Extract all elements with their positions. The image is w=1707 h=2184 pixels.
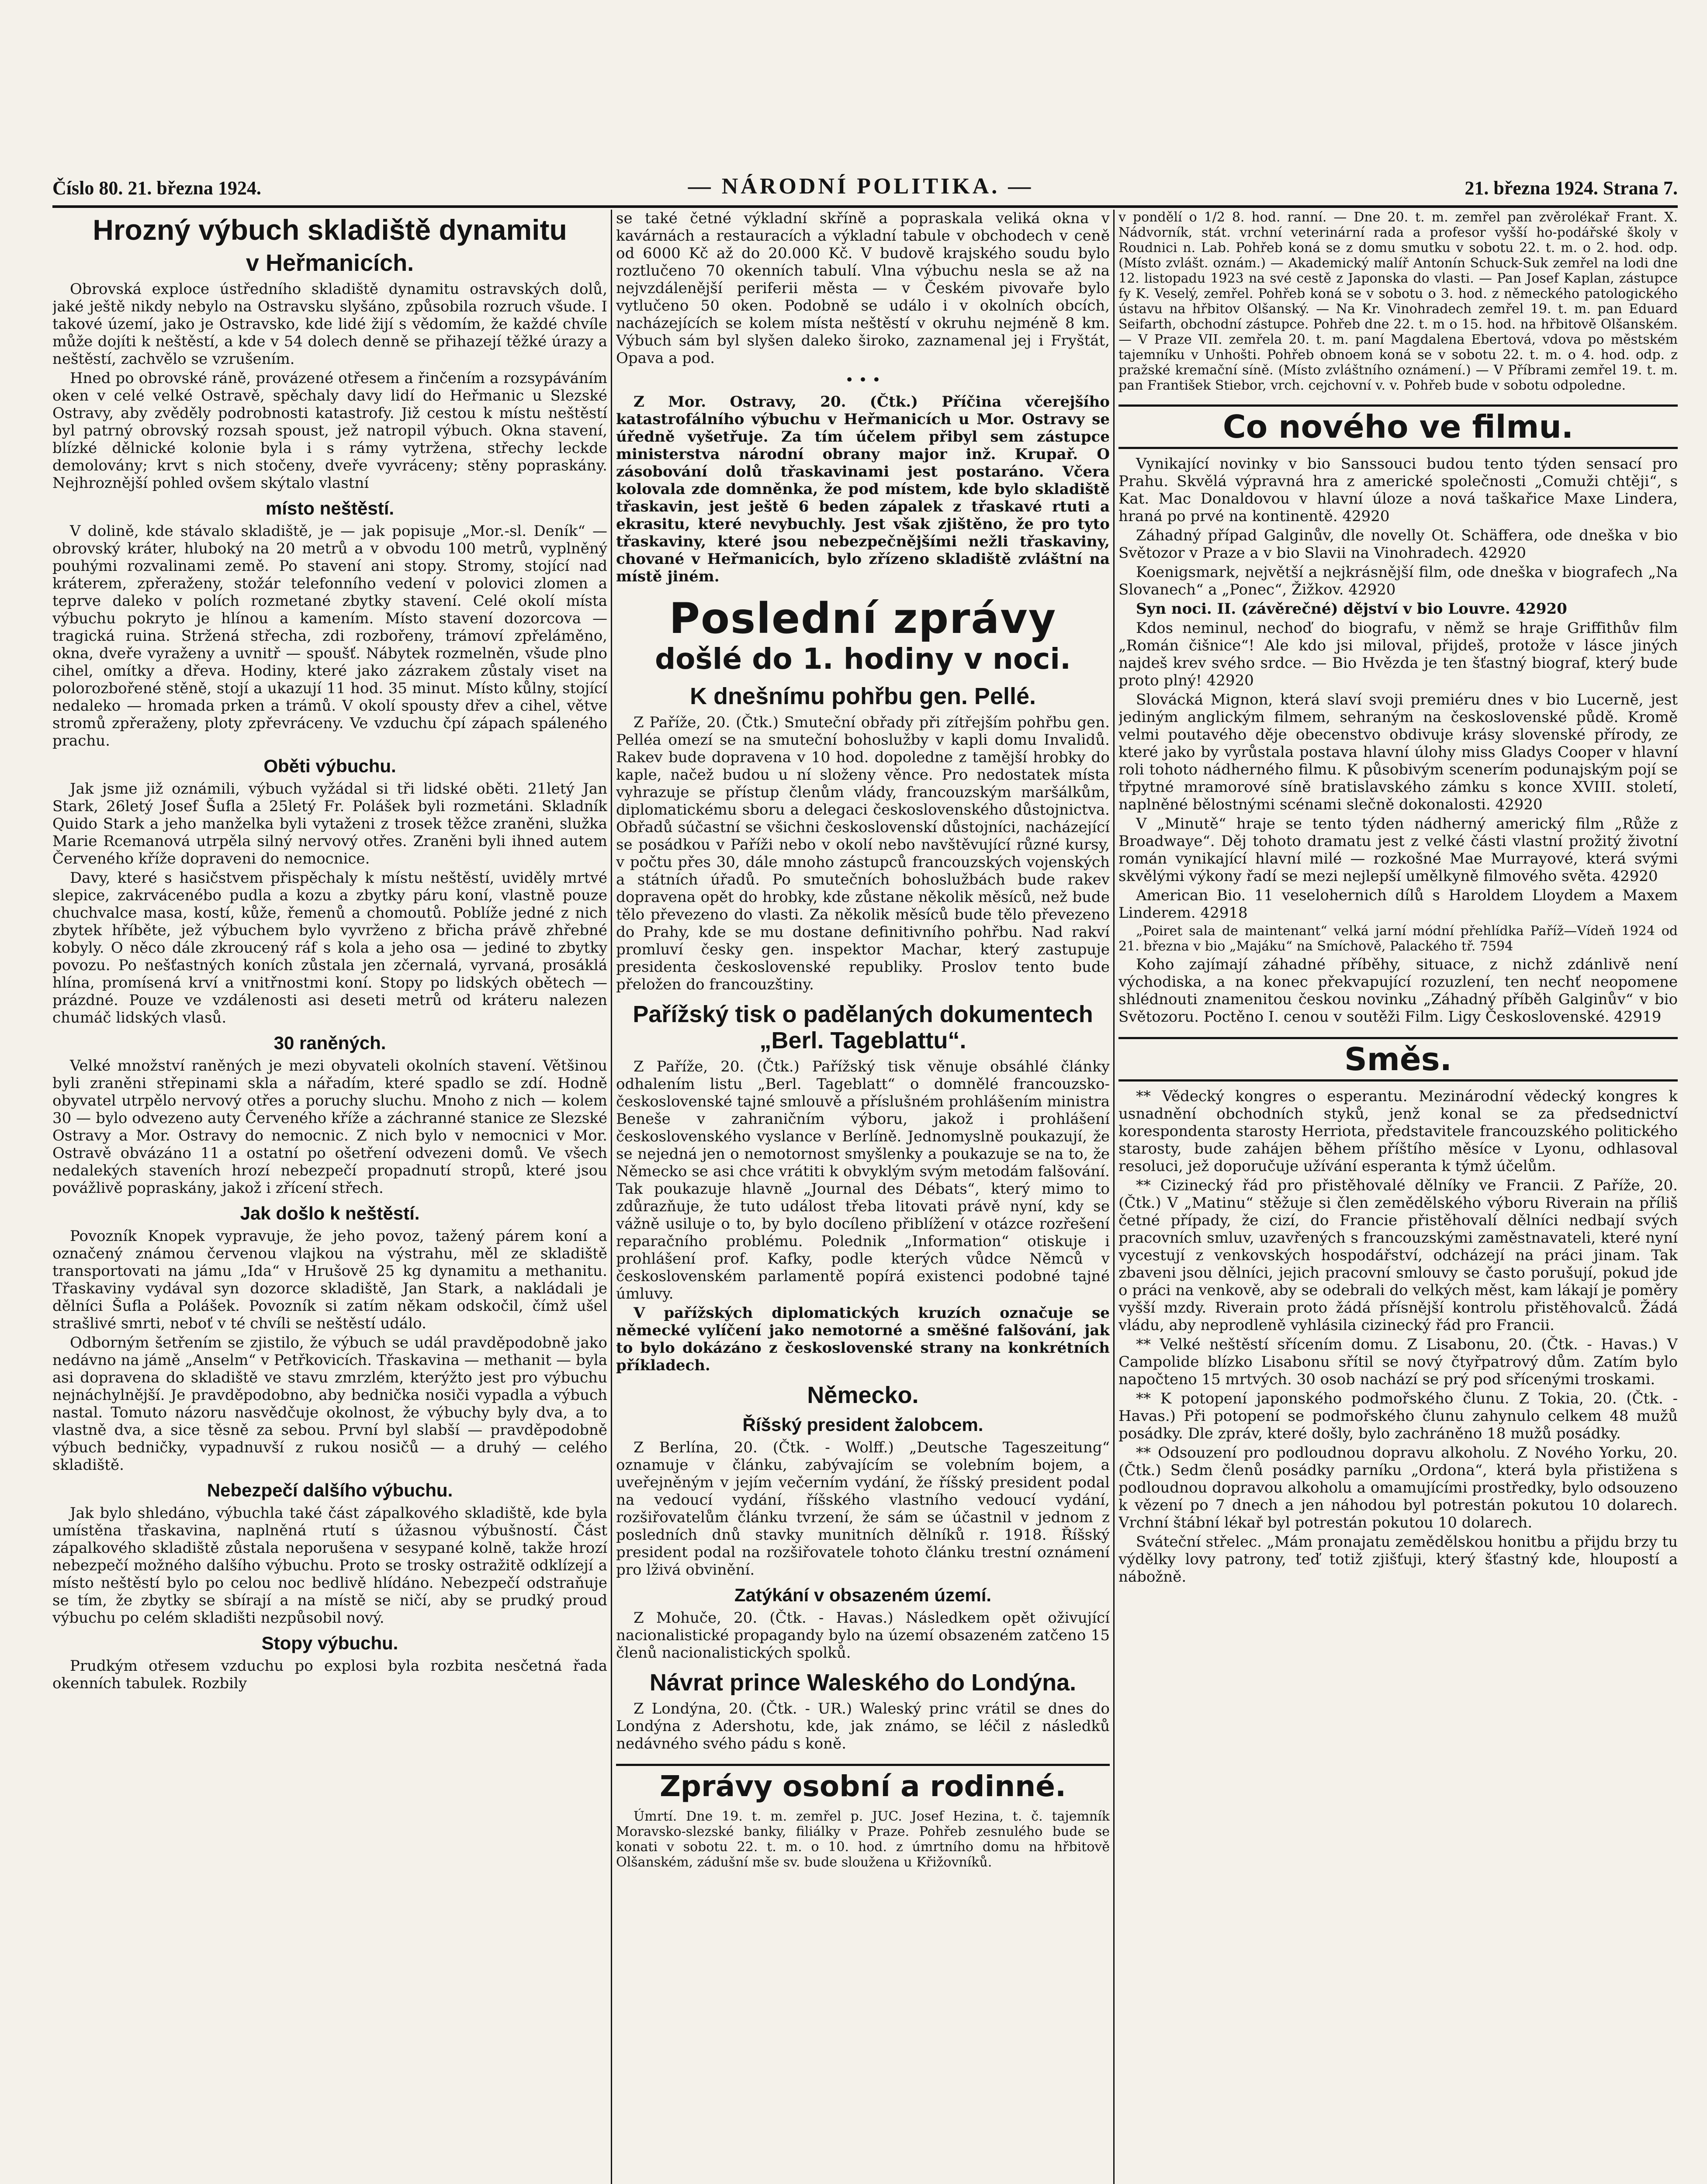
section-box-title: Zprávy osobní a rodinné. bbox=[616, 1764, 1110, 1803]
paragraph: V „Minutě“ hraje se tento týden nádherný americký film „Růže z Broadwaye“. Děj tohoto dramatu jest z velké části vlastní prožitý životní román vynikající hlavní milé — rozkošné Mae Murrayové, která svými skvělými výkony řadí se mezi nejlepší umělkyně filmového světa. 42920 bbox=[1118, 815, 1678, 885]
paragraph: Odborným šetřením se zjistilo, že výbuch se udál pravděpodobně jako nedávno na jámě „Anselm“ v Petřkovicích. Třaskavina — methanit — byla asi dopravena do skladiště ve stavu zmrzlém, kterýžto jest pro výbuchu nejnáchylnější. Je pravděpodobno, aby bednička nosiči vypadla a výbuch nastal. Tomuto názoru nasvědčuje okolnost, že výbuchy byly dva, a to vlastně dva, a sice těsně za sebou. První byl slabší — pravděpodobně výbuch bedničky, vypadnuvší z rukou nosičů — a druhý — celého skladiště. bbox=[52, 1334, 607, 1474]
paragraph: Jak bylo shledáno, výbuchla také část zápalkového skladiště, kde byla umístěna třaskavina, naplněná rtutí s úžasnou výbušností. Část zápalkového skladiště zůstala neporušena v sesypané kolně, takže hrozí nebezpečí možného dalšího výbuchu. Proto se trosky ostražitě odklízejí a místo neštěstí bylo po celou noc bedlivě hlídáno. Nebezpečí odstraňuje se tím, že zbytky se sbírají a na místě se ničí, aby se prudký proud výbuchu po celém skladišti nezpůsobil nový. bbox=[52, 1504, 607, 1627]
section-heading: 30 raněných. bbox=[274, 1033, 386, 1053]
article-headline: Pařížský tisk o padělaných dokumentech „Berl. Tageblattu“. bbox=[633, 1001, 1093, 1054]
column-2 bbox=[616, 210, 1110, 2184]
section-heading: Nebezpečí dalšího výbuchu. bbox=[207, 1480, 453, 1500]
paragraph: Úmrtí. Dne 19. t. m. zemřel p. JUC. Josef Hezina, t. č. tajemník Moravsko-slezské banky, filiálky v Praze. Pohřeb zesnulého bude se konati v sobotu 22. t. m. o 10. hod. z úmrtního domu na hřbitově Olšanském, zádušní mše sv. bude sloužena u Křižovníků. bbox=[616, 1809, 1110, 1870]
paragraph: „Poiret sala de maintenant“ velká jarní módní přehlídka Paříž—Vídeň 1924 od 21. března v bio „Majáku“ na Smíchově, Palackého tř. 7594 bbox=[1118, 923, 1678, 954]
column-3 bbox=[1118, 210, 1678, 2184]
article-subheadline: v Heřmanicích. bbox=[246, 250, 414, 276]
issue-number-date: Číslo 80. 21. března 1924. bbox=[52, 177, 261, 199]
column-divider bbox=[611, 210, 612, 2184]
article-subheadline: Zatýkání v obsazeném území. bbox=[734, 1585, 992, 1605]
paragraph: Prudkým otřesem vzduchu po explosi byla rozbita nesčetná řada okenních tabulek. Rozbily bbox=[52, 1657, 607, 1692]
newspaper-title: — NÁRODNÍ POLITIKA. — bbox=[688, 174, 1034, 199]
column-divider bbox=[1113, 210, 1115, 2184]
section-banner-subtitle: došlé do 1. hodiny v noci. bbox=[654, 642, 1071, 676]
section-box-title: Směs. bbox=[1118, 1037, 1678, 1082]
paragraph: V pařížských diplomatických kruzích označuje se německé vylíčení jako nemotorné a směšné falšování, jak to bylo dokázáno z československé strany na konkrétních příkladech. bbox=[616, 1304, 1110, 1374]
paragraph: Sváteční střelec. „Mám pronajatu zemědělskou honitbu a přijdu brzy tu výdělky lovy patrony, teď totiž zjišťuji, který šťastný kde, hloupostí a nábožně. bbox=[1118, 1533, 1678, 1586]
article-headline: Německo. bbox=[807, 1382, 919, 1408]
paragraph: Koho zajímají záhadné příběhy, situace, z nichž zdánlivě není východiska, a na konec překvapující rozuzlení, ten nechť neopomene shlédnouti znamenitou českou novinku „Záhadný příběh Galginův“ v bio Světozoru. Poctěno I. cenou v soutěži Film. Ligy Československé. 42919 bbox=[1118, 956, 1678, 1026]
paragraph: Davy, které s hasičstvem přispěchaly k místu neštěstí, uviděly mrtvé slepice, zakrvácenébo pudla a kozu a zbytky páru koní, vlastně pouze chuchvalce masa, kostí, kůže, řemenů a chomoutů. Poblíže jedné z nich zbytek hříběte, jež výbuchem bylo vyvrženo z břicha právě zhřebné kobyly. O něco dále zkroucený ráf s kola a jeho osa — jediné to zbytky povozu. Po nešťastných koních zůstala jen zčernalá, vyrvaná, prosáklá hlína, promísená krví a vnitřnostmi koní. Stopy po lidských obětech — prázdné. Pouze ve vzdálenosti asi deseti metrů od kráteru nalezen chumáč lidských vlasů. bbox=[52, 869, 607, 1026]
article-headline: Návrat prince Waleského do Londýna. bbox=[649, 1669, 1077, 1696]
paragraph: Z Mor. Ostravy, 20. (Čtk.) Příčina včerejšího katastrofálního výbuchu v Heřmanicích u Mor. Ostravy se úředně vyšetřuje. Za tím účelem přibyl sem zástupce ministerstva národní obrany major inž. Krupař. O zásobování dolů třaskavinami jest postaráno. Včera kolovala zde domněnka, že pod místem, kde bylo skladiště třaskavin, jest ještě 6 beden zápalek z třaskavé rtuti a ekrasitu, které nevybuchly. Jest však zjištěno, že pro tyto třaskaviny, které jsou nebezpečnějšími nežli třaskaviny, chované v Heřmanicích, bylo zřízeno skladiště zvláštní na místě jiném. bbox=[616, 393, 1110, 585]
section-banner-title: Poslední zprávy bbox=[669, 594, 1057, 643]
date-page-number: 21. března 1924. Strana 7. bbox=[1465, 177, 1678, 199]
paragraph: Z Londýna, 20. (Čtk. - UR.) Waleský princ vrátil se dnes do Londýna z Adershotu, kde, jak známo, se léčil z následků nedávného svého pádu s koně. bbox=[616, 1700, 1110, 1752]
paragraph: Kdos neminul, nechoď do biografu, v němž se hraje Griffithův film „Román čišnice“! Ale kdo jsi miloval, přijdeš, protože v lásce jiných najdeš krev svého srdce. — Bio Hvězda je ten šťastný biograf, který bude proto plný! 42920 bbox=[1118, 619, 1678, 689]
paragraph: Obrovská exploce ústředního skladiště dynamitu ostravských dolů, jaké ještě nikdy nebylo na Ostravsku slyšáno, způsobila rozruch všude. I takové území, jako je Ostravsko, kde lidé žijí s vědomím, že každé chvíle může dojíti k neštěstí, a kde v 54 dolech denně se přihazejí těžké úrazy a neštěstí, zachvělo se vzrušením. bbox=[52, 280, 607, 368]
column-1 bbox=[52, 210, 607, 2184]
paragraph: ** Cizinecký řád pro přistěhovalé dělníky ve Francii. Z Paříže, 20. (Čtk.) V „Matinu“ stěžuje si člen zemědělského výboru Riverain na příliš četné případy, že cizí, do Francie přistěhovalí dělníci nedbají svých pracovních smluv, uzavřených s francouzskými zaměstnavateli, které nyní vycestují z venkovských hospodářství, odcházejí na práci jinam. Tak zbaveni jsou dělníci, jejich pracovní smlouvy se často porušují, pokud jde o práci na venkově, aby se odebrali do velkých měst, kam lákají je poměry vyšší mzdy. Riverain proto žádá přísnější kontrolu přistěhovalců. Žádá vládu, aby neprodleně vyhlásila cizinecký řád pro Francii. bbox=[1118, 1177, 1678, 1334]
paragraph: V dolině, kde stávalo skladiště, je — jak popisuje „Mor.-sl. Deník“ — obrovský kráter, hluboký na 20 metrů a v obvodu 100 metrů, vyplněný pouhými rozvalinami země. Po stavení ani stopy. Stromy, stojící nad kráterem, zpřeraženy, stožár telefonního vedení v polovici zlomen a teprve daleko v polích rozmetané zbytky stavení. Celé okolí místa výbuchu pokryto je hlínou a kamením. Místo stavení dozorcova — tragická ruina. Stržená střecha, zdi rozbořeny, trámoví zpřeláměno, okna, dveře vyraženy a uvnitř — spoušť. Nábytek rozmelněn, všude plno cihel, omítky a dřeva. Hodiny, které jako zázrakem zůstaly viset na polorozbořené stěně, stojí a ukazují 11 hod. 35 minut. Místo kůlny, stojící nedaleko — hromada prken a trámů. V okolí spousty dřev a cihel, větve stromů zpřeraženy, ploty zpřevráceny. Ve vzduchu čpí zápach spáleného prachu. bbox=[52, 522, 607, 750]
section-heading: Oběti výbuchu. bbox=[263, 756, 396, 776]
paragraph: ** Velké neštěstí sřícením domu. Z Lisabonu, 20. (Čtk. - Havas.) V Campolide blízko Lisabonu sřítil se nový čtyřpatrový dům. Zatím bylo napočteno 15 mrtvých. 30 osob nachází se prý pod sřícenými troskami. bbox=[1118, 1336, 1678, 1388]
section-heading: místo neštěstí. bbox=[265, 498, 395, 518]
paragraph: Vynikající novinky v bio Sanssouci budou tento týden sensací pro Prahu. Skvělá výpravná hra z americké společnosti „Comuži chtěji“, s Kat. Mac Donaldovou v hlavní úloze a nová taškařice Maxe Lindera, hraná po prvé na kontinentě. 42920 bbox=[1118, 455, 1678, 525]
article-headline: Hrozný výbuch skladiště dynamitu bbox=[93, 214, 567, 246]
section-box-title: Co nového ve filmu. bbox=[1118, 404, 1678, 449]
masthead bbox=[52, 157, 1678, 208]
paragraph: American Bio. 11 veselohernich dílů s Haroldem Lloydem a Maxem Linderem. 42918 bbox=[1118, 887, 1678, 922]
paragraph: ** Odsouzení pro podloudnou dopravu alkoholu. Z Nového Yorku, 20. (Čtk.) Sedm členů posádky parníku „Ordona“, která byla přistižena s podloudnou dopravou alkoholu a omamujícími prostředky, bylo odsouzeno k vězení po 7 dnech a jen náhodou byl potrestán pokutou 10 dolarech. Vrchní štábní lékař byl potrestán pokutou 10 dolarech. bbox=[1118, 1444, 1678, 1531]
paragraph: v pondělí o 1/2 8. hod. ranní. — Dne 20. t. m. zemřel pan zvěrolékař Frant. X. Nádvorník, stát. vrchní veterinární rada a profesor vyšší ho-podářské školy v Roudnici n. Lab. Pohřeb koná se z domu smutku v sobotu 22. t. m. o 2. hod. odp. (Místo zvlášt. oznám.) — Akademický malíř Antonín Schuck-Suk zemřel na lodi dne 12. listopadu 1923 na své cestě z Japonska do vlasti. — Pan Josef Kaplan, zástupce fy K. Veselý, zemřel. Pohřeb koná se v sobotu o 3. hod. z německého patologického ústavu na hřbitov Olšanský. — Na Kr. Vinohradech zemřel 19. t. m. pan Eduard Seifarth, obchodní zástupce. Pohřeb dne 22. t. m o 15. hod. na hřbitově Olšanském. — V Praze VII. zemřela 20. t. m. paní Magdalena Ebertová, vdova po městském tajemníku v Unhošti. Pohřeb obnoem koná se v sobotu 22. t. m. o 4. hod. odp. z pražské kremační síně. (Místo zvláštního oznámení.) — V Příbrami zemřel 19. t. m. pan František Stiebor, vrch. cejchovní v. v. Pohřeb bude v sobotu odpoledne. bbox=[1118, 210, 1678, 393]
paragraph: ** Vědecký kongres o esperantu. Mezinárodní vědecký kongres k usnadnění obchodních styků, jenž konal se za předsednictví korespondenta starosty Herriota, představitele francouzského politického starosty, bude zahájen během příštího měsíce v Lyonu, odhlasoval resoluci, jež doporučuje užívání esperanta k týmž účelům. bbox=[1118, 1088, 1678, 1175]
separator: • • • bbox=[845, 371, 881, 389]
paragraph: Z Paříže, 20. (Čtk.) Smuteční obřady při zítřejším pohřbu gen. Pelléa omezí se na smuteční bohoslužby v kapli domu Invalidů. Rakev bude dopravena v 10 hod. dopoledne z tamější hrobky do kaple, načež budou u ní složeny věnce. Pro nedostatek místa vyhrazuje se přístup členům vlády, francouzským maršálkům, diplomatickému sboru a delegaci československého důstojnictva. Obřadů súčastní se všichni československí důstojníci, nacházející se posádkou v Paříži nebo v okolí nebo navštěvující různé kursy, v počtu přes 30, dále mnoho zástupců francouzských vojenských a státních úřadů. Po smutečních bohoslužbách bude rakev dopravena opět do hrobky, kde zůstane několik měsíců, než bude tělo převezeno do vlasti. Za několik měsíců bude tělo převezeno do Prahy, kde se mu dostane definitivního pohřbu. Nad rakví promluví česky gen. inspektor Machar, který zastupuje presidenta československé republiky. Proslov tento bude přeložen do francouzštiny. bbox=[616, 714, 1110, 993]
paragraph: Slovácká Mignon, která slaví svoji premiéru dnes v bio Lucerně, jest jediným anglickým filmem, sehraným na československé půdě. Kromě velmi poutavého děje obecenstvo obdivuje krásy slovenské přírody, ze které jako by vyrůstala postava hlavní úlohy miss Gladys Cooper v hlavní roli tohoto nádherného filmu. K působivým scenerím podunajským pojí se třpytné mramorové síně bratislavského zámku s konce XVIII. století, naplněné bělostnými scénami slečně dokonalosti. 42920 bbox=[1118, 691, 1678, 813]
paragraph: Z Berlína, 20. (Čtk. - Wolff.) „Deutsche Tageszeitung“ oznamuje v článku, zabývajícím se volebním bojem, a uveřejněným v jejím večerním vydání, že říšský president podal na vedoucí vydání, říšského vlastního vedoucí vydání, rozšiřovatelům článku tvrzení, že sám se účastnil v jednom z posledních dnů stavky munitních dělníků r. 1918. Říšský president podal na rozšiřovatele tohoto článku trestní oznámení pro lživá obvinění. bbox=[616, 1439, 1110, 1579]
section-heading: Stopy výbuchu. bbox=[261, 1633, 398, 1653]
paragraph: Koenigsmark, největší a nejkrásnější film, ode dneška v biografech „Na Slovanech“ a „Ponec“, Žižkov. 42920 bbox=[1118, 563, 1678, 598]
paragraph: Jak jsme již oznámili, výbuch vyžádal si tři lidské oběti. 21letý Jan Stark, 26letý Josef Šufla a 25letý Fr. Polášek byli rozmetáni. Skladník Quido Stark a jeho manželka byli vytaženi z trosek těžce zraněni, služka Marie Rcemanová utrpěla silný nervový otřes. Zraněni byli ihned autem Červeného kříže dopraveni do nemocnice. bbox=[52, 780, 607, 867]
paragraph: ** K potopení japonského podmořského člunu. Z Tokia, 20. (Čtk. - Havas.) Při potopení se podmořského člunu zahynulo celkem 48 mužů posádky. Dle zpráv, které došly, bylo zachráněno 18 mužů posádky. bbox=[1118, 1390, 1678, 1442]
article-headline: K dnešnímu pohřbu gen. Pellé. bbox=[689, 683, 1036, 709]
section-heading: Jak došlo k neštěstí. bbox=[240, 1203, 420, 1223]
paragraph: Z Paříže, 20. (Čtk.) Pařížský tisk věnuje obsáhlé články odhalením listu „Berl. Tageblatt“ o domnělé francouzsko-československé tajné smlouvě a příslušném prohlášením ministra Beneše v zahraničním výboru, jakož i prohlášení československého vyslance v Berlíně. Jednomyslně poukazují, že se nejedná jen o nemotornost smyšlenky a poukazuje se na to, že Německo se asi chce vrátiti k obvyklým svým metodám falšování. Tak poukazuje hlavně „Journal des Débats“, který mimo to zdůrazňuje, že tuto událost třeba litovati právě nyní, kdy se vážně usiluje o to, by bylo docíleno přiblížení v otázce rozřešení reparačního problému. Polednik „Information“ otiskuje i prohlášení prof. Kafky, podle kterých vůdce Němců v československém parlamentě popírá existenci podobné tajné úmluvy. bbox=[616, 1058, 1110, 1303]
paragraph: Syn noci. II. (závěrečné) dějství v bio Louvre. 42920 bbox=[1136, 600, 1567, 618]
paragraph: Velké množství raněných je mezi obyvateli okolních stavení. Většinou byli zraněni střepinami skla a nářadím, které spadlo se zdí. Hodně obyvatel utrpělo nervový otřes a poruchy sluchu. Mnoho z nich — kolem 30 — bylo odvezeno auty Červeného kříže a záchranné stanice ze Slezské Ostravy a Mor. Ostravy do nemocnic. Z nich bylo v nemocnici v Mor. Ostravě obvázáno 11 a ostatní po ošetření odvezeni domů. Ve všech nedalekých staveních hrozí nebezpečí propadnutí stropů, které jsou povážlivě popraskány, jakož i zřícení střech. bbox=[52, 1057, 607, 1197]
paragraph: Záhadný případ Galginův, dle novelly Ot. Schäffera, ode dneška v bio Světozor v Praze a v bio Slavii na Vinohradech. 42920 bbox=[1118, 527, 1678, 562]
article-subheadline: Říšský president žalobcem. bbox=[742, 1414, 983, 1435]
paragraph: Hned po obrovské ráně, provázené otřesem a řinčením a rozsypáváním oken v celé velké Ostravě, spěchaly davy lidí do Heřmanic u Slezské Ostravy, aby zvěděly podrobnosti katastrofy. Již cestou k místu neštěstí byl patrný obrovský rozsah spoust, jež natropil výbuch. Okna stavení, blízké dělnické kolonie byla i s rámy vytržena, střechy leckde demolovány; krvt s nich stočeny, dveře vyvráceny; stěny popraskány. Nejhroznější pohled ovšem skýtalo vlastní bbox=[52, 370, 607, 492]
paragraph: Povozník Knopek vypravuje, že jeho povoz, tažený párem koní a označený známou červenou vlajkou na výstrahu, měl ze skladiště transportovati na jámu „Ida“ v Hrušově 25 kg dynamitu a methanitu. Třaskaviny vydával syn dozorce skladiště, Jan Stark, a nakládali je dělníci Šufla a Polášek. Povozník si zatím někam odskočil, čímž ušel strašlivé smrti, neboť v té chvíli se neštěstí událo. bbox=[52, 1227, 607, 1332]
paragraph: Z Mohuče, 20. (Čtk. - Havas.) Následkem opět oživující nacionalistické propagandy bylo na území obsazeném zatčeno 15 členů nacionalistických spolků. bbox=[616, 1609, 1110, 1662]
paragraph: se také četné výkladní skříně a popraskala veliká okna v kavárnách a restauracích a výkladní tabule v obchodech v ceně od 6000 Kč až do 20.000 Kč. V budově krajského soudu bylo roztlučeno 70 okenních tabulí. Vlna výbuchu nesla se až na nejvzdálenější periferii města — v Českém pivovaře bylo vytlučeno 50 oken. Podobně se událo i v okolních obcích, nacházejících se kolem místa neštěstí v okruhu nejméně 8 km. Výbuch sám byl slyšen daleko široko, zaznamenal jej i Fryštát, Opava a pod. bbox=[616, 210, 1110, 367]
